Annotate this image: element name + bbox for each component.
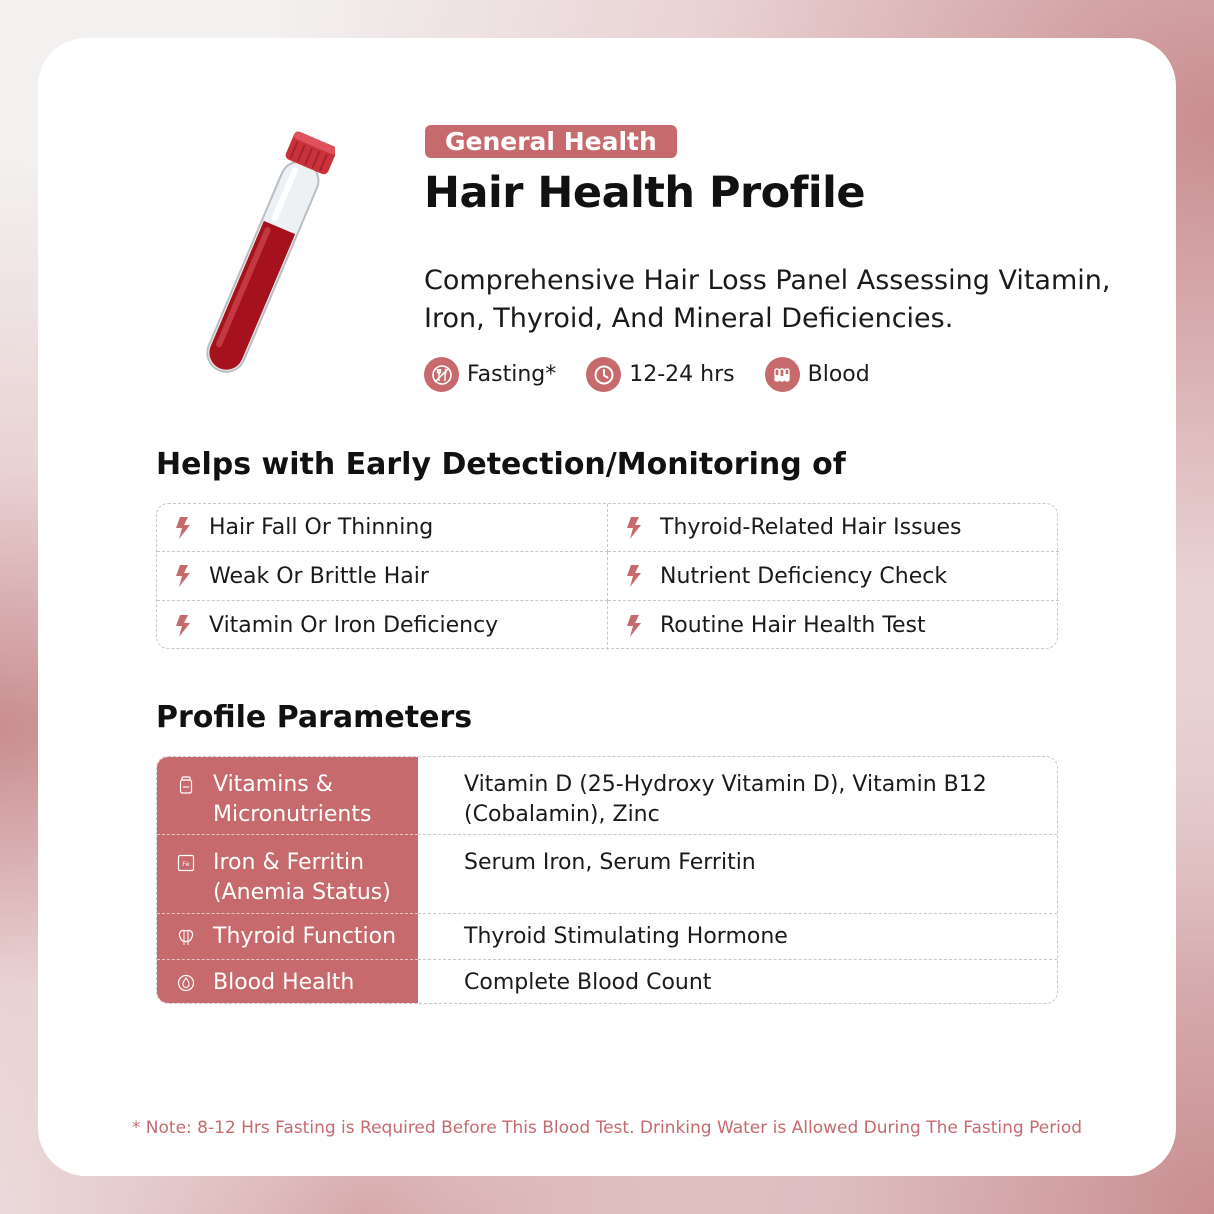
- detection-grid: [156, 503, 1058, 649]
- parameter-tests: Serum Iron, Serum Ferritin: [418, 834, 1057, 913]
- parameter-category: [157, 913, 418, 959]
- svg-text:Fe: Fe: [182, 860, 190, 868]
- blood-tubes-icon: [765, 357, 800, 392]
- parameter-category: [157, 959, 418, 1004]
- category-badge: General Health: [425, 125, 677, 158]
- duration-info: [586, 357, 734, 392]
- detection-item-label: Routine Hair Health Test: [660, 613, 926, 638]
- category-label: Blood Health: [213, 970, 355, 995]
- list-item: [608, 504, 1059, 552]
- lightning-bolt-icon: [626, 615, 642, 637]
- blood-drop-icon: [177, 974, 195, 992]
- list-item: [157, 552, 608, 601]
- list-item: [157, 601, 608, 650]
- detection-item-label: Hair Fall Or Thinning: [209, 515, 434, 540]
- clock-icon: [586, 357, 621, 392]
- detection-item-label: Vitamin Or Iron Deficiency: [209, 613, 499, 638]
- thyroid-icon: [177, 928, 195, 946]
- parameter-category: [157, 757, 418, 834]
- fasting-icon: [424, 357, 459, 392]
- detection-item-label: Weak Or Brittle Hair: [209, 563, 429, 589]
- fasting-info: [424, 357, 556, 392]
- category-label: Iron & Ferritin (Anemia Status): [213, 850, 391, 905]
- parameter-tests: Vitamin D (25-Hydroxy Vitamin D), Vitamin B12 (Cobalamin), Zinc: [464, 772, 987, 827]
- supplement-bottle-icon: [177, 776, 195, 794]
- parameters-heading: Profile Parameters: [156, 700, 473, 735]
- fasting-label: Fasting*: [467, 362, 557, 387]
- parameters-table: [156, 756, 1058, 1004]
- parameter-category: [157, 834, 418, 913]
- duration-label: 12-24 hrs: [629, 362, 735, 387]
- table-row: [157, 834, 1057, 913]
- list-item: [608, 552, 1059, 601]
- lightning-bolt-icon: [626, 565, 642, 587]
- blood-test-tube-image: [200, 125, 335, 390]
- parameter-tests: Thyroid Stimulating Hormone: [418, 913, 1057, 959]
- table-row: [157, 913, 1057, 959]
- category-label: Vitamins & Micronutrients: [213, 772, 372, 827]
- page-title: Hair Health Profile: [424, 168, 866, 218]
- list-item: [157, 504, 608, 552]
- lightning-bolt-icon: [175, 615, 191, 637]
- parameter-tests: Complete Blood Count: [418, 959, 1057, 1004]
- lightning-bolt-icon: [175, 565, 191, 587]
- detection-item-label: Nutrient Deficiency Check: [660, 563, 948, 589]
- test-info-row: [424, 357, 870, 392]
- iron-element-icon: [177, 854, 195, 872]
- category-label: Thyroid Function: [213, 924, 397, 949]
- detection-heading: Helps with Early Detection/Monitoring of: [156, 447, 846, 482]
- lightning-bolt-icon: [175, 517, 191, 539]
- list-item: [608, 601, 1059, 650]
- fasting-note: * Note: 8-12 Hrs Fasting is Required Before This Blood Test. Drinking Water is Allowed During The Fasting Period: [131, 1118, 1083, 1138]
- test-description: Comprehensive Hair Loss Panel Assessing Vitamin, Iron, Thyroid, And Mineral Deficiencies.: [424, 265, 1111, 334]
- lightning-bolt-icon: [626, 517, 642, 539]
- sample-info: [765, 357, 870, 392]
- table-row: [157, 959, 1057, 1004]
- sample-label: Blood: [807, 362, 870, 387]
- table-row: [157, 757, 1057, 834]
- detection-item-label: Thyroid-Related Hair Issues: [660, 515, 962, 540]
